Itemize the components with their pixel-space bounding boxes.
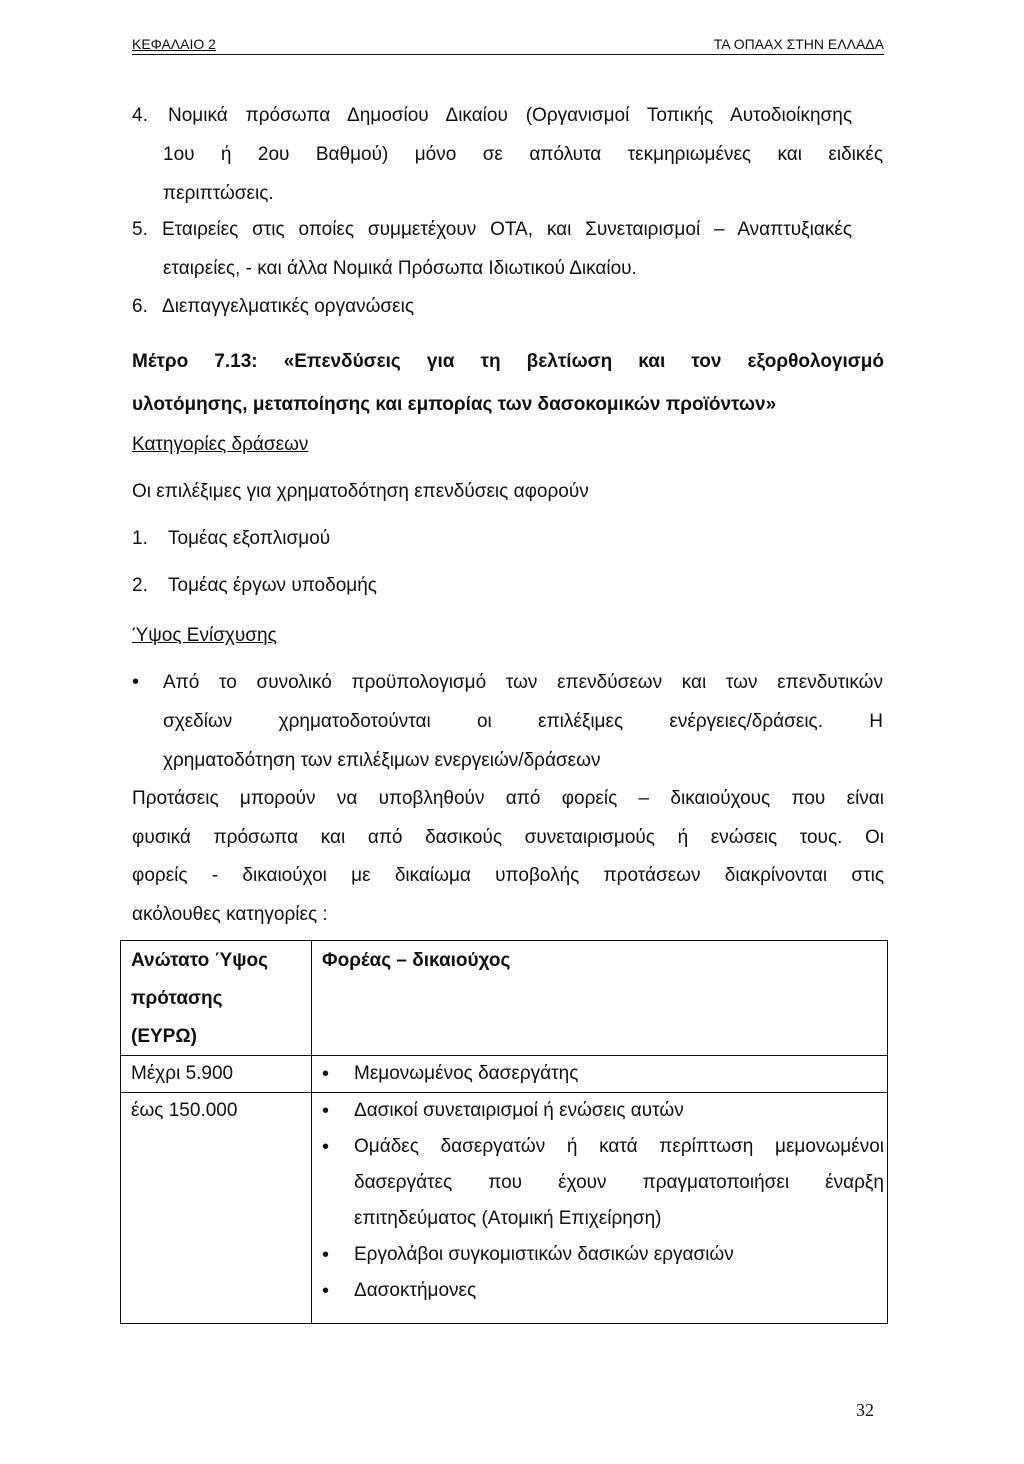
chapter-label: ΚΕΦΑΛΑΙΟ 2 [132, 36, 216, 52]
beneficiary-table [120, 940, 888, 1324]
support-para-line-4: ακόλουθες κατηγορίες : [132, 904, 328, 925]
list-item: • Εργολάβοι συγκομιστικών δασικών εργασιών [322, 1237, 887, 1273]
table-header-row [121, 941, 888, 1056]
table-cell-amount [121, 1093, 312, 1324]
running-header [132, 36, 884, 55]
table-cell-beneficiaries [312, 1093, 888, 1324]
amount-value: Μέχρι 5.900 [131, 1063, 234, 1084]
support-para-line-1: Προτάσεις μπορούν να υποβληθούν από φορείς – δικαιούχους που είναι [132, 788, 884, 809]
list-item-4-line-3: περιπτώσεις. [163, 183, 274, 204]
header-amount-line-3: (ΕΥΡΩ) [131, 1026, 197, 1047]
amount-value: έως 150.000 [131, 1100, 238, 1121]
table-header-beneficiary [312, 941, 888, 1056]
action-category-1: 1. Τομέας εξοπλισμού [132, 528, 331, 549]
table-header-amount [121, 941, 312, 1056]
table-cell-amount [121, 1056, 312, 1093]
header-beneficiary-label: Φορέας – δικαιούχος [322, 950, 511, 971]
list-item: • Δασικοί συνεταιρισμοί ή ενώσεις αυτών [322, 1093, 887, 1129]
support-bullet-line-2: σχεδίων χρηματοδοτούνται οι επιλέξιμες ενέργειες/δράσεις. Η [163, 711, 883, 732]
support-bullet-line-1: Από το συνολικό προϋπολογισμό των επενδύσεων και των επενδυτικών [163, 672, 883, 693]
action-categories-heading: Κατηγορίες δράσεων [132, 434, 309, 455]
support-para-line-3: φορείς - δικαιούχοι με δικαίωμα υποβολής προτάσεων διακρίνονται στις [132, 865, 884, 886]
list-item-5-line-2: εταιρείες, - και άλλα Νομικά Πρόσωπα Ιδιωτικού Δικαίου. [163, 258, 637, 279]
measure-title-line-2: υλοτόμησης, μεταποίησης και εμπορίας των δασοκομικών προϊόντων» [132, 394, 777, 415]
header-amount-line-2: πρότασης [131, 988, 223, 1009]
measure-title-line-1: Μέτρο 7.13: «Επενδύσεις για τη βελτίωση και τον εξορθολογισμό [132, 351, 884, 372]
list-item: • Μεμονωμένος δασεργάτης [322, 1056, 887, 1092]
list-item: • Δασοκτήμονες [322, 1273, 887, 1309]
bullet-icon: • [132, 671, 140, 693]
support-para-line-2: φυσικά πρόσωπα και από δασικούς συνεταιρισμούς ή ενώσεις τους. Οι [132, 827, 884, 848]
action-category-2: 2. Τομέας έργων υποδομής [132, 575, 377, 596]
support-bullet-line-3: χρηματοδότηση των επιλέξιμων ενεργειών/δράσεων [163, 750, 601, 771]
section-label: ΤΑ ΟΠΑΑΧ ΣΤΗΝ ΕΛΛΑΔΑ [713, 36, 884, 52]
header-amount-line-1: Ανώτατο Ύψος [131, 950, 268, 971]
list-item: • Ομάδες δασεργατών ή κατά περίπτωση μεμονωμένοι δασεργάτες που έχουν πραγματοποιήσει έναρξη επιτηδεύματος (Ατομική Επιχείρηση) [322, 1129, 884, 1237]
page-number: 32 [856, 1400, 874, 1420]
list-item-4-line-1: 4. Νομικά πρόσωπα Δημοσίου Δικαίου (Οργανισμοί Τοπικής Αυτοδιοίκησης [132, 105, 852, 126]
list-item-5-line-1: 5. Εταιρείες στις οποίες συμμετέχουν ΟΤΑ, και Συνεταιρισμοί – Αναπτυξιακές [132, 219, 852, 240]
support-amount-heading: Ύψος Ενίσχυσης [132, 625, 277, 646]
table-row [121, 1056, 888, 1093]
table-cell-beneficiaries [312, 1056, 888, 1093]
table-row [121, 1093, 888, 1324]
action-categories-intro: Οι επιλέξιμες για χρηματοδότηση επενδύσεις αφορούν [132, 481, 589, 502]
list-item-6: 6. Διεπαγγελματικές οργανώσεις [132, 296, 415, 317]
list-item-4-line-2: 1ου ή 2ου Βαθμού) μόνο σε απόλυτα τεκμηριωμένες και ειδικές [163, 144, 883, 165]
